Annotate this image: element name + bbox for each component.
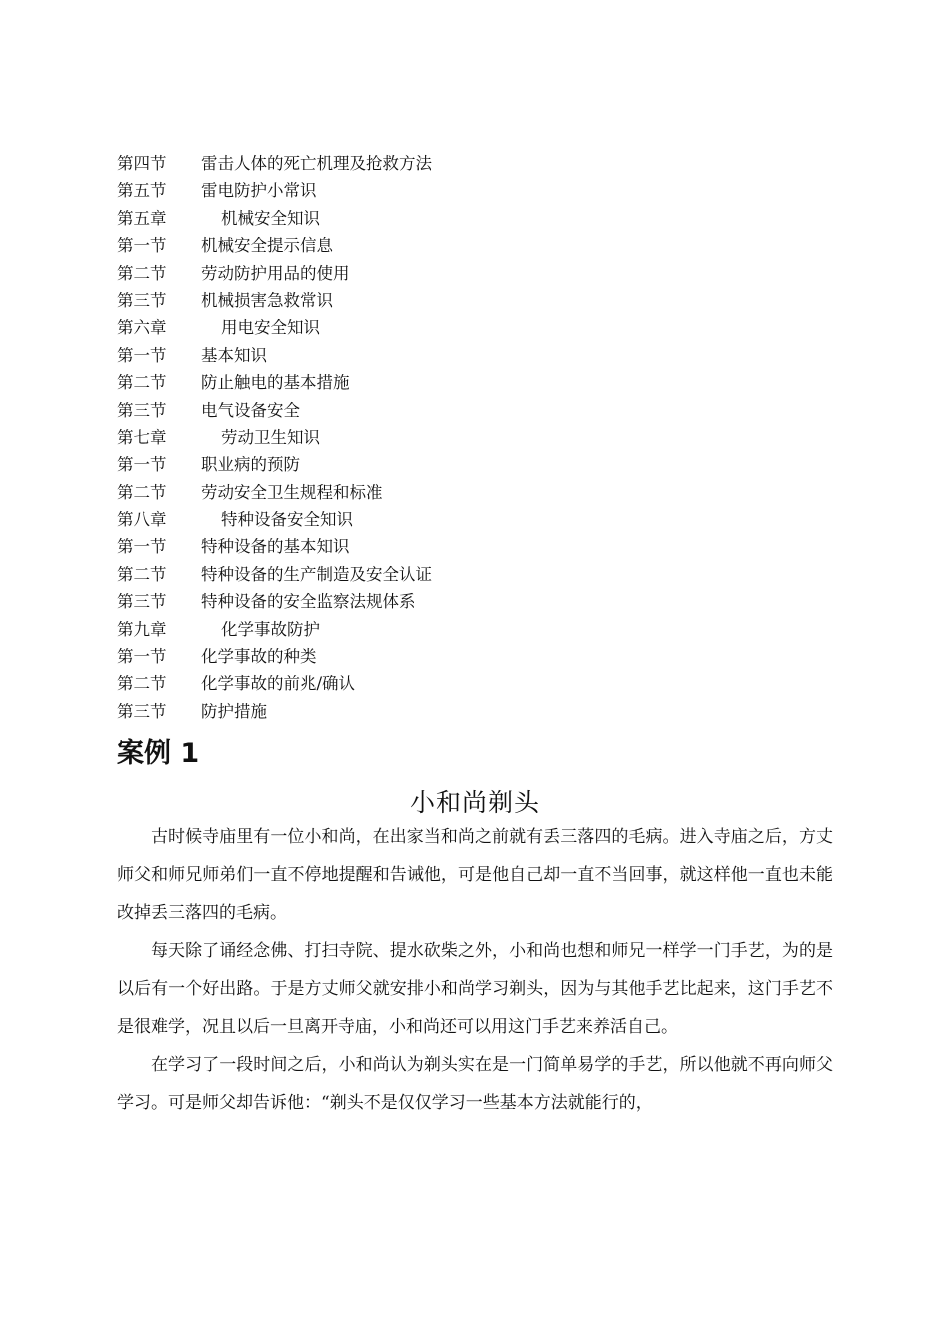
toc-title: 机械安全提示信息 [201, 236, 333, 256]
toc-number: 第六章 [117, 318, 167, 338]
toc-title: 雷击人体的死亡机理及抢救方法 [201, 154, 432, 173]
toc-number: 第二节 [117, 482, 167, 502]
toc-title: 劳动安全卫生规程和标准 [201, 482, 383, 502]
table-of-contents [117, 150, 837, 725]
toc-item [117, 369, 837, 396]
toc-title: 劳动防护用品的使用 [201, 263, 350, 283]
toc-number: 第一节 [117, 345, 167, 365]
toc-number: 第二节 [117, 373, 167, 393]
toc-item [117, 150, 837, 177]
toc-item [117, 287, 837, 314]
toc-title: 化学事故的前兆/确认 [201, 674, 356, 694]
toc-item [117, 670, 837, 697]
toc-title: 特种设备的生产制造及安全认证 [201, 564, 432, 584]
toc-item [117, 698, 837, 725]
toc-number: 第二节 [117, 674, 167, 694]
toc-number: 第一节 [117, 537, 167, 557]
toc-item [117, 588, 837, 615]
toc-number: 第七章 [117, 427, 167, 447]
toc-item [117, 177, 837, 204]
toc-title: 特种设备的基本知识 [201, 537, 350, 557]
toc-number: 第二节 [117, 564, 167, 584]
toc-item [117, 260, 837, 287]
toc-title: 电气设备安全 [201, 400, 300, 420]
toc-item [117, 533, 837, 560]
toc-title: 机械损害急救常识 [201, 290, 333, 310]
toc-number: 第三节 [117, 400, 167, 420]
toc-item [117, 314, 837, 341]
toc-number: 第四节 [117, 154, 167, 173]
toc-number: 第二节 [117, 263, 167, 283]
toc-number: 第三节 [117, 592, 167, 612]
toc-number: 第三节 [117, 701, 167, 721]
toc-title: 用电安全知识 [221, 318, 320, 338]
toc-number: 第一节 [117, 236, 167, 256]
toc-item [117, 451, 837, 478]
toc-title: 化学事故防护 [221, 619, 320, 639]
toc-number: 第三节 [117, 290, 167, 310]
toc-title: 特种设备的安全监察法规体系 [201, 592, 416, 612]
toc-item [117, 506, 837, 533]
toc-item [117, 561, 837, 588]
story-paragraph: 古时候寺庙里有一位小和尚，在出家当和尚之前就有丢三落四的毛病。进入寺庙之后，方丈师父和师兄师弟们一直不停地提醒和告诫他，可是他自己却一直不当回事，就这样他一直也未能改掉丢三落四的毛病。 [117, 827, 833, 923]
toc-number: 第一节 [117, 647, 167, 667]
case-heading: 案例 1 [117, 738, 200, 769]
toc-item [117, 424, 837, 451]
toc-title: 职业病的预防 [201, 455, 300, 475]
toc-number: 第八章 [117, 510, 167, 530]
toc-title: 特种设备安全知识 [221, 510, 353, 530]
toc-number: 第九章 [117, 619, 167, 639]
toc-title: 机械安全知识 [221, 208, 320, 228]
toc-title: 防止触电的基本措施 [201, 373, 350, 393]
toc-number: 第一节 [117, 455, 167, 475]
toc-number: 第五章 [117, 208, 167, 228]
story-paragraph: 在学习了一段时间之后，小和尚认为剃头实在是一门简单易学的手艺，所以他就不再向师父学习。可是师父却告诉他：“剃头不是仅仅学习一些基本方法就能行的， [117, 1055, 833, 1113]
toc-item [117, 397, 837, 424]
toc-item [117, 232, 837, 259]
toc-title: 基本知识 [201, 345, 267, 365]
toc-item [117, 643, 837, 670]
toc-item [117, 342, 837, 369]
toc-title: 雷电防护小常识 [201, 181, 317, 201]
toc-title: 化学事故的种类 [201, 647, 317, 667]
story-title: 小和尚剃头 [409, 788, 540, 817]
toc-item [117, 205, 837, 232]
toc-title: 劳动卫生知识 [221, 427, 320, 447]
story-body [117, 818, 833, 1122]
story-paragraph: 每天除了诵经念佛、打扫寺院、提水砍柴之外，小和尚也想和师兄一样学一门手艺，为的是以后有一个好出路。于是方丈师父就安排小和尚学习剃头，因为与其他手艺比起来，这门手艺不是很难学，况且以后一旦离开寺庙，小和尚还可以用这门手艺来养活自己。 [117, 941, 833, 1037]
toc-item [117, 616, 837, 643]
toc-title: 防护措施 [201, 701, 267, 721]
toc-number: 第五节 [117, 181, 167, 201]
toc-item [117, 479, 837, 506]
